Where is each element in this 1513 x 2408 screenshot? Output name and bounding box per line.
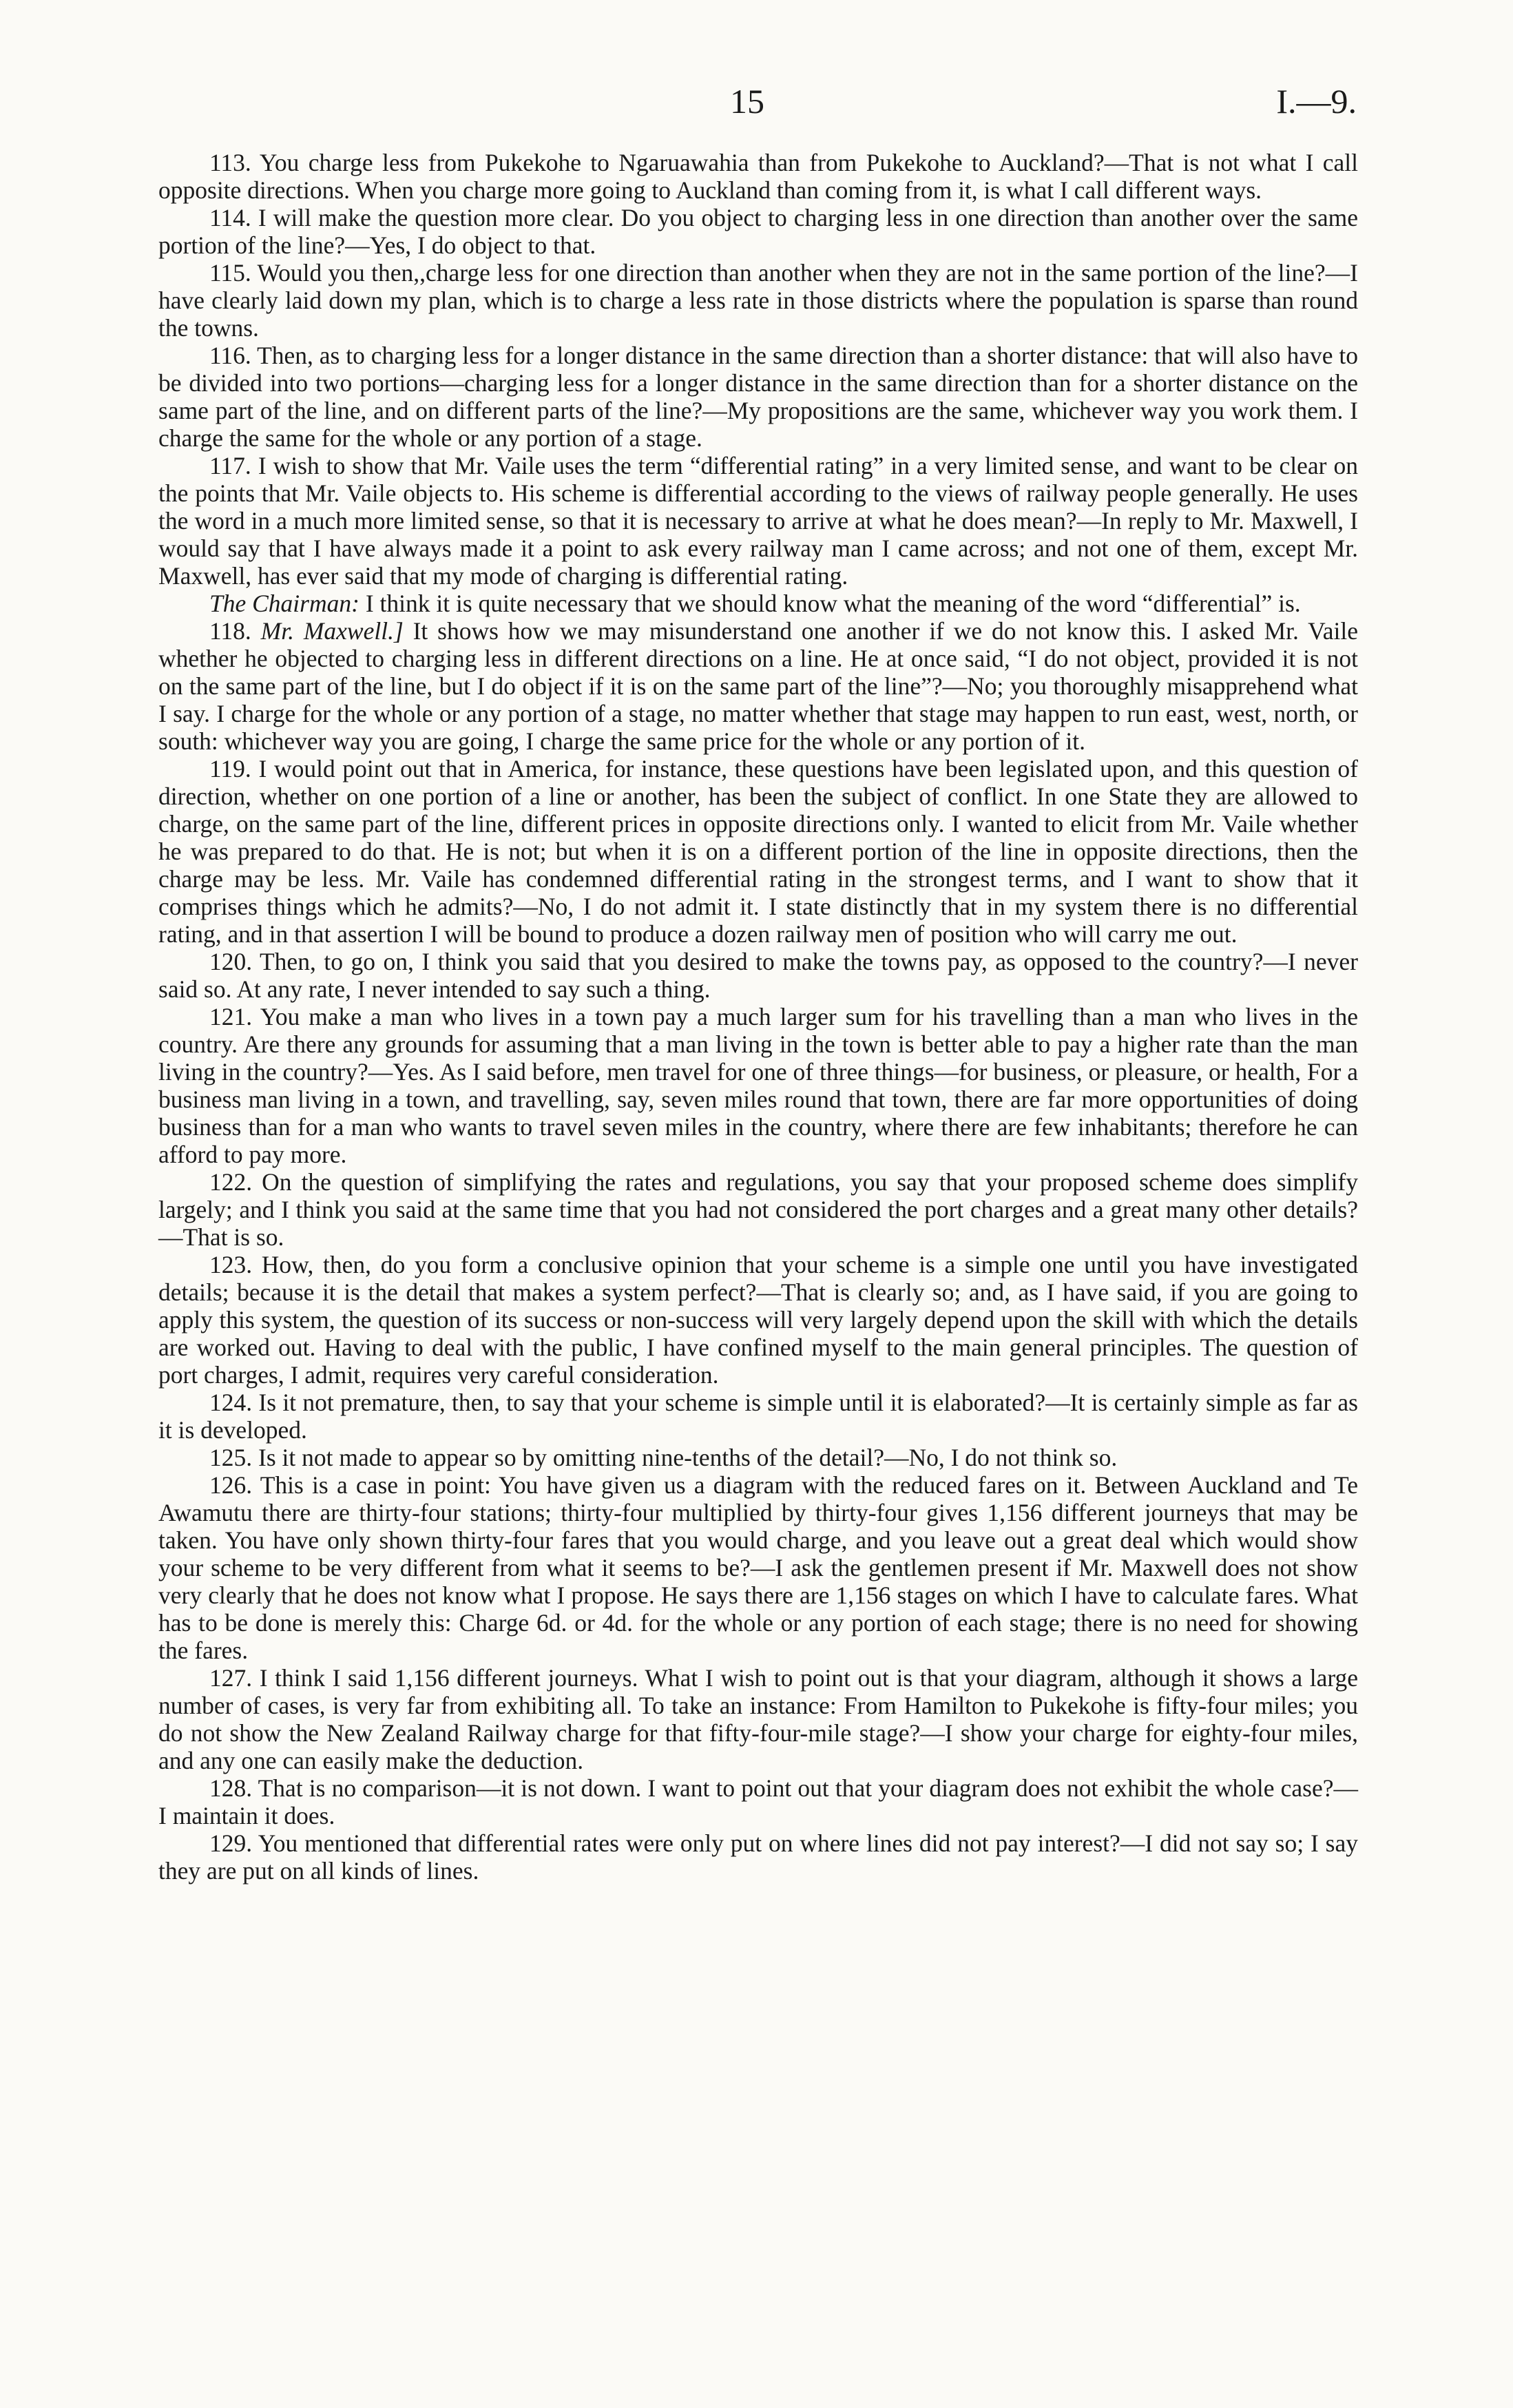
paragraph-124 [158,1389,1358,1444]
paragraph-text: You charge less from Pukekohe to Ngaruawahia than from Pukekohe to Auckland?—That is not what I call opposite directions. When you charge more going to Auckland than coming from it, is what I call different ways. [158,149,1358,204]
paragraph-115 [158,259,1358,342]
paragraph-119 [158,755,1358,948]
document-reference: I.—9. [1276,82,1357,121]
paragraph-number: 123. [209,1251,253,1278]
paragraph-number: 126. [209,1471,253,1499]
paragraph-chairman [158,590,1358,617]
speaker-lead: The Chairman: [209,590,359,617]
paragraph-number: 120. [209,948,253,975]
paragraph-text: I think it is quite necessary that we should know what the meaning of the word “differential” is. [365,590,1301,617]
paragraph-number: 118. [209,617,251,645]
paragraph-number: 113. [209,149,251,176]
paragraph-number: 116. [209,342,251,369]
paragraph-text: It shows how we may misunderstand one another if we do not know this. I asked Mr. Vaile whether he objected to charging less in different directions on a line. He at once said, “I do not object, provided it is not on the same part of the line, but I do object if it is on the same part of the line”?—No; you thoroughly misapprehend what I say. I charge for the whole or any portion of a stage, no matter whether that stage may happen to run east, west, north, or south: whichever way you are going, I charge the same price for the whole or any portion of it. [158,617,1359,755]
paragraph-text: Then, to go on, I think you said that you desired to make the towns pay, as opposed to the country?—I never said so. At any rate, I never intended to say such a thing. [158,948,1359,1003]
paragraph-number: 125. [209,1444,253,1471]
paragraph-116 [158,342,1358,452]
paragraph-number: 119. [209,755,251,782]
paragraph-text: Then, as to charging less for a longer distance in the same direction than a shorter distance: that will also have to be divided into two portions—charging less for a longer distance in the same direction than for a shorter distance on the same part of the line, and on different parts of the line?—My propositions are the same, whichever way you work them. I charge the same for the whole or any portion of a stage. [158,342,1358,452]
paragraph-123 [158,1251,1358,1389]
paragraph-text: You make a man who lives in a town pay a much larger sum for his travelling than a man who lives in the country. Are there any grounds for assuming that a man living in the town is better able to pay a higher rate than the man living in the country?—Yes. As I said before, men travel for one of three things—for business, or pleasure, or health, For a business man living in a town, and travelling, say, seven miles round that town, there are far more opportunities of doing business than for a man who wants to travel seven miles in the country, where there are few inhabitants; therefore he can afford to pay more. [158,1003,1358,1168]
paragraph-number: 127. [209,1664,253,1692]
paragraph-127 [158,1664,1358,1774]
paragraph-128 [158,1774,1358,1829]
paragraph-text: Would you then,,charge less for one direction than another when they are not in the same portion of the line?—I have clearly laid down my plan, which is to charge a less rate in those districts where the population is sparse than round the towns. [158,259,1358,342]
paragraph-text: That is no comparison—it is not down. I want to point out that your diagram does not exhibit the whole case?—I maintain it does. [158,1774,1358,1829]
paragraph-number: 128. [209,1774,253,1802]
paragraph-120 [158,948,1358,1003]
paragraph-text: Is it not premature, then, to say that your scheme is simple until it is elaborated?—It is certainly simple as far as it is developed. [158,1389,1358,1444]
paragraph-text: I will make the question more clear. Do you object to charging less in one direction than another over the same portion of the line?—Yes, I do object to that. [158,204,1358,259]
paragraph-number: 124. [209,1389,253,1416]
paragraph-number: 121. [209,1003,253,1030]
body-text [158,149,1358,1885]
paragraph-122 [158,1168,1358,1251]
paragraph-113 [158,149,1358,204]
paragraph-number: 122. [209,1168,253,1196]
paragraph-text: On the question of simplifying the rates and regulations, you say that your proposed scheme does simplify largely; and I think you said at the same time that you had not considered the port charges and a great many other details?—That is so. [158,1168,1358,1251]
paragraph-117 [158,452,1358,590]
speaker-lead: Mr. Maxwell.] [260,617,404,645]
paragraph-number: 114. [209,204,251,231]
paragraph-number: 115. [209,259,251,287]
paragraph-text: Is it not made to appear so by omitting nine-tenths of the detail?—No, I do not think so. [258,1444,1118,1471]
paragraph-text: I would point out that in America, for instance, these questions have been legislated upon, and this question of direction, whether on one portion of a line or another, has been the subject of conflict. In one State they are allowed to charge, on the same part of the line, different prices in opposite directions only. I wanted to elicit from Mr. Vaile whether he was prepared to do that. He is not; but when it is on a different portion of the line in opposite directions, then the charge may be less. Mr. Vaile has condemned differential rating in the strongest terms, and I want to show that it comprises things which he admits?—No, I do not admit it. I state distinctly that in my system there is no differential rating, and in that assertion I will be bound to produce a dozen railway men of position who will carry me out. [158,755,1359,948]
paragraph-118 [158,617,1358,755]
page-number: 15 [730,82,764,121]
paragraph-number: 117. [209,452,251,479]
paragraph-129 [158,1829,1358,1885]
paragraph-number: 129. [209,1829,253,1857]
paragraph-text: This is a case in point: You have given us a diagram with the reduced fares on it. Between Auckland and Te Awamutu there are thirty-four stations; thirty-four multiplied by thirty-four gives 1,156 different journeys that may be taken. You have only shown thirty-four fares that you would charge, and you leave out a great deal which would show your scheme to be very different from what it seems to be?—I ask the gentlemen present if Mr. Maxwell does not show very clearly that he does not know what I propose. He says there are 1,156 stages on which I have to calculate fares. What has to be done is merely this: Charge 6d. or 4d. for the whole or any portion of each stage; there is no need for showing the fares. [158,1471,1358,1664]
page-header [158,81,1357,129]
paragraph-text: I wish to show that Mr. Vaile uses the term “differential rating” in a very limited sense, and want to be clear on the points that Mr. Vaile objects to. His scheme is differential according to the views of railway people generally. He uses the word in a much more limited sense, so that it is necessary to arrive at what he does mean?—In reply to Mr. Maxwell, I would say that I have always made it a point to ask every railway man I came across; and not one of them, except Mr. Maxwell, has ever said that my mode of charging is differential rating. [158,452,1358,590]
paragraph-text: You mentioned that differential rates were only put on where lines did not pay interest?—I did not say so; I say they are put on all kinds of lines. [158,1829,1358,1885]
paragraph-125 [158,1444,1358,1471]
paragraph-121 [158,1003,1358,1168]
paragraph-text: I think I said 1,156 different journeys. What I wish to point out is that your diagram, although it shows a large number of cases, is very far from exhibiting all. To take an instance: From Hamilton to Pukekohe is fifty-four miles; you do not show the New Zealand Railway charge for that fifty-four-mile stage?—I show your charge for eighty-four miles, and any one can easily make the deduction. [158,1664,1359,1774]
paragraph-114 [158,204,1358,259]
paragraph-126 [158,1471,1358,1664]
paragraph-text: How, then, do you form a conclusive opinion that your scheme is a simple one until you have investigated details; because it is the detail that makes a system perfect?—That is clearly so; and, as I have said, if you are going to apply this system, the question of its success or non-success will very largely depend upon the skill with which the details are worked out. Having to deal with the public, I have confined myself to the main general principles. The question of port charges, I admit, requires very careful consideration. [158,1251,1359,1389]
